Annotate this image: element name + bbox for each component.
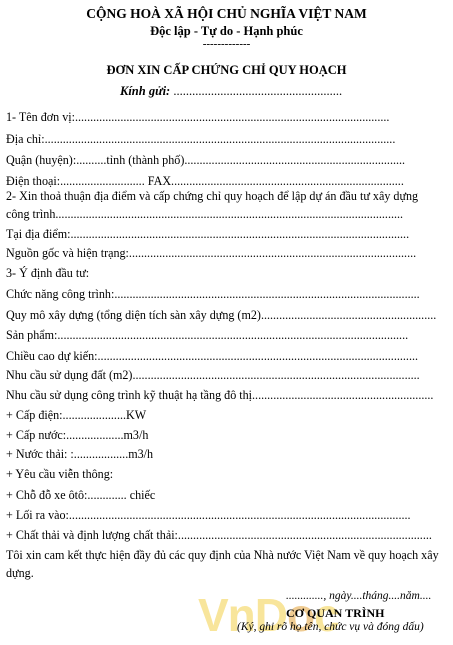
- form-line: + Nước thải: :..................m3/h: [6, 447, 154, 461]
- form-line: dựng.: [6, 566, 34, 580]
- form-line: + Cấp nước:...................m3/h: [6, 428, 149, 442]
- form-line: + Yêu cầu viễn thông:: [6, 467, 114, 481]
- motto: Độc lập - Tự do - Hạnh phúc: [150, 24, 303, 38]
- motto-rule: -------------: [202, 38, 251, 50]
- form-line: + Lối ra vào:.................................................................................................................: [6, 508, 411, 522]
- form-line: Nhu cầu sử dụng đất (m2)...............................................................................................: [6, 368, 420, 382]
- signature-note: (Ký, ghi rõ họ tên, chức vụ và đóng dấu): [237, 621, 424, 633]
- form-line: 1- Tên đơn vị:........................................................................................................: [6, 110, 390, 124]
- form-line: Quy mô xây dựng (tổng diện tích sàn xây dựng (m2)..........................................................: [6, 308, 437, 322]
- national-title: CỘNG HOÀ XÃ HỘI CHỦ NGHĨA VIỆT NAM: [86, 6, 367, 21]
- greeting: [120, 84, 342, 99]
- form-line: Tôi xin cam kết thực hiện đầy đủ các quy định của Nhà nước Việt Nam về quy hoạch xây: [6, 548, 439, 562]
- form-line: + Chỗ đỗ xe ôtô:............. chiếc: [6, 488, 156, 502]
- greeting-label: Kính gửi:: [120, 84, 171, 98]
- form-line: Sản phẩm:....................................................................................................................: [6, 328, 409, 342]
- form-line: Nguồn gốc và hiện trạng:...............................................................................................: [6, 246, 417, 260]
- watermark-logo: VnDoc: [198, 589, 339, 641]
- form-line: 3- Ý định đầu tư:: [6, 266, 90, 280]
- signature-org: CƠ QUAN TRÌNH: [286, 606, 385, 620]
- form-line: Chiều cao dự kiến:..........................................................................................................: [6, 349, 419, 363]
- form-line: + Cấp điện:.....................KW: [6, 408, 147, 422]
- form-line: Địa chỉ:....................................................................................................................: [6, 132, 396, 146]
- form-line: Chức năng công trình:.....................................................................................................: [6, 287, 420, 301]
- form-line: công trình...................................................................................................................: [6, 207, 404, 221]
- form-line: 2- Xin thoả thuận địa điểm và cấp chứng chỉ quy hoạch để lập dự án đầu tư xây dựng: [6, 189, 419, 203]
- form-line: Quận (huyện):..........tỉnh (thành phố).........................................................................: [6, 153, 406, 167]
- signature-date: ............., ngày....tháng....năm....: [286, 590, 432, 602]
- form-line: + Chất thải và định lượng chất thải:....................................................................................: [6, 528, 432, 542]
- greeting-dots: ......................................................: [170, 84, 343, 98]
- form-line: Điện thoại:............................ FAX.............................................................................: [6, 174, 404, 188]
- document-title: ĐƠN XIN CẤP CHỨNG CHỈ QUY HOẠCH: [106, 63, 347, 77]
- form-line: Nhu cầu sử dụng công trình kỹ thuật hạ tầng đô thị............................................................: [6, 388, 434, 402]
- form-line: Tại địa điểm:................................................................................................................: [6, 227, 410, 241]
